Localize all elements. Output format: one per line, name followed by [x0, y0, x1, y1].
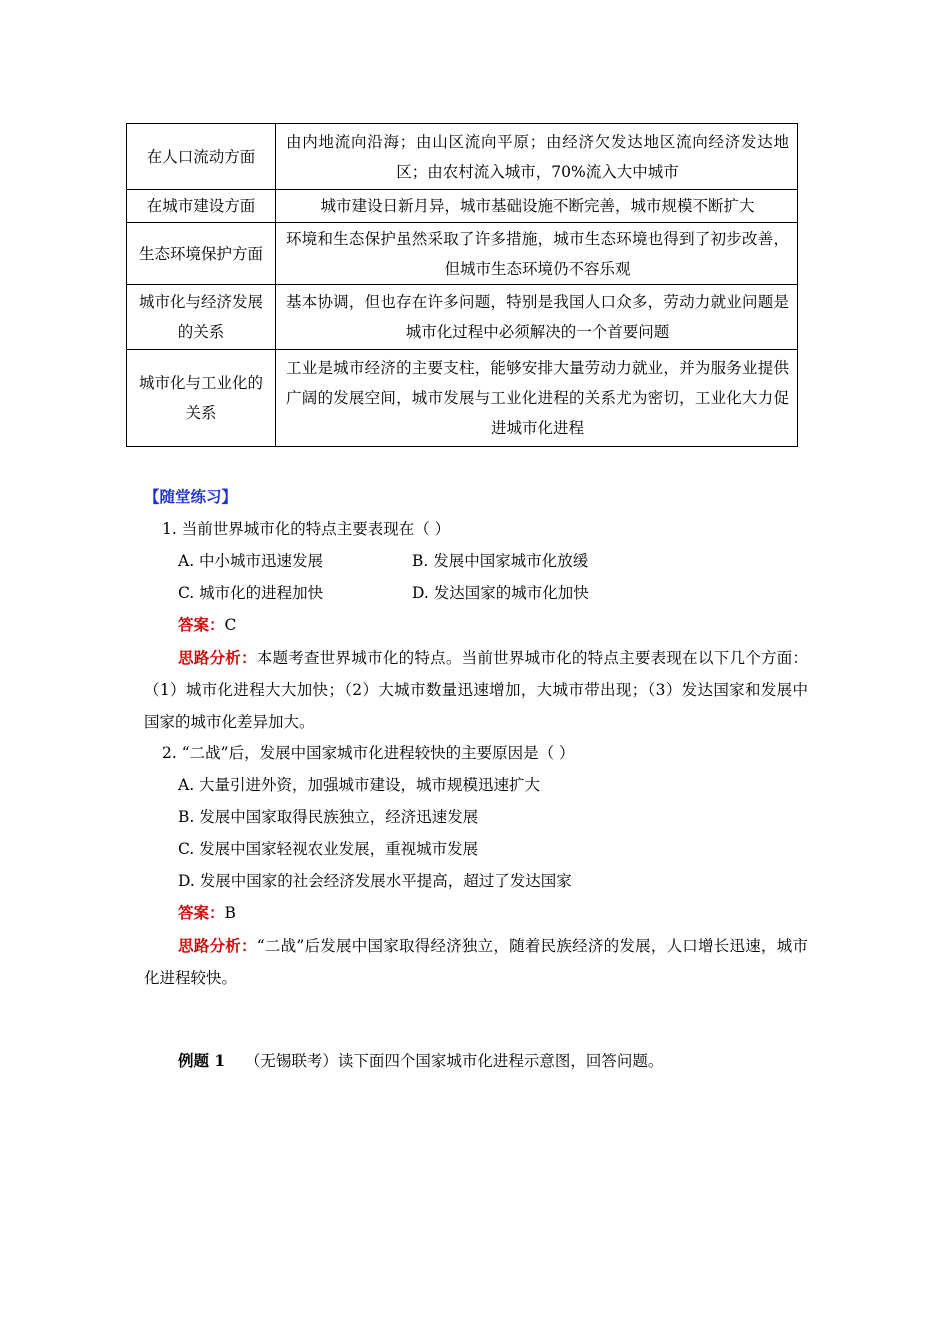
question-1-answer — [178, 614, 236, 636]
row-key: 在城市建设方面 — [127, 190, 276, 223]
question-1-option-c: C. 城市化的进程加快 — [178, 584, 324, 602]
question-2-stem: 2. “二战”后，发展中国家城市化进程较快的主要原因是（ ） — [162, 744, 575, 762]
row-key: 城市化与经济发展的关系 — [127, 285, 276, 350]
question-2-option-c: C. 发展中国家轻视农业发展，重视城市发展 — [178, 840, 479, 858]
question-1-analysis — [144, 642, 808, 738]
table-row — [127, 285, 798, 350]
question-1-option-b: B. 发展中国家城市化放缓 — [412, 552, 589, 570]
analysis-label: 思路分析： — [178, 648, 257, 667]
question-2-answer — [178, 902, 236, 924]
question-2-option-a: A. 大量引进外资，加强城市建设，城市规模迅速扩大 — [178, 776, 541, 794]
question-1-option-d: D. 发达国家的城市化加快 — [412, 584, 589, 602]
question-1-stem: 1. 当前世界城市化的特点主要表现在（ ） — [162, 520, 451, 538]
row-value: 工业是城市经济的主要支柱，能够安排大量劳动力就业，并为服务业提供广阔的发展空间，城市发展与工业化进程的关系尤为密切，工业化大力促进城市化进程 — [276, 350, 798, 447]
question-2-option-d: D. 发展中国家的社会经济发展水平提高，超过了发达国家 — [178, 872, 572, 890]
table-row — [127, 350, 798, 447]
analysis-text: “二战”后发展中国家取得经济独立，随着民族经济的发展，人口增长迅速，城市化进程较快。 — [144, 937, 808, 987]
answer-label: 答案： — [178, 903, 225, 922]
answer-label: 答案： — [178, 615, 225, 634]
row-key: 城市化与工业化的关系 — [127, 350, 276, 447]
row-value: 由内地流向沿海；由山区流向平原；由经济欠发达地区流向经济发达地区；由农村流入城市，70%流入大中城市 — [276, 124, 798, 190]
analysis-text: 本题考查世界城市化的特点。当前世界城市化的特点主要表现在以下几个方面：（1）城市化进程大大加快；（2）大城市数量迅速增加，大城市带出现；（3）发达国家和发展中国家的城市化差异加大。 — [144, 649, 808, 731]
answer-value: C — [224, 616, 237, 634]
question-2-option-b: B. 发展中国家取得民族独立，经济迅速发展 — [178, 808, 479, 826]
answer-value: B — [224, 904, 236, 922]
row-value: 环境和生态保护虽然采取了许多措施，城市生态环境也得到了初步改善，但城市生态环境仍不容乐观 — [276, 223, 798, 285]
example-1 — [178, 1050, 663, 1072]
comparison-table — [126, 123, 798, 447]
example-label: 例题 1 — [178, 1051, 226, 1070]
table-row — [127, 223, 798, 285]
row-value: 城市建设日新月异，城市基础设施不断完善，城市规模不断扩大 — [276, 190, 798, 223]
question-1-option-a: A. 中小城市迅速发展 — [178, 552, 324, 570]
row-key: 生态环境保护方面 — [127, 223, 276, 285]
table-row — [127, 124, 798, 190]
table-row — [127, 190, 798, 223]
example-text: （无锡联考）读下面四个国家城市化进程示意图，回答问题。 — [244, 1052, 664, 1070]
question-2-analysis — [144, 930, 808, 994]
row-value: 基本协调，但也存在许多问题，特别是我国人口众多，劳动力就业问题是城市化过程中必须解决的一个首要问题 — [276, 285, 798, 350]
row-key: 在人口流动方面 — [127, 124, 276, 190]
practice-heading: 【随堂练习】 — [144, 487, 238, 506]
analysis-label: 思路分析： — [178, 936, 257, 955]
